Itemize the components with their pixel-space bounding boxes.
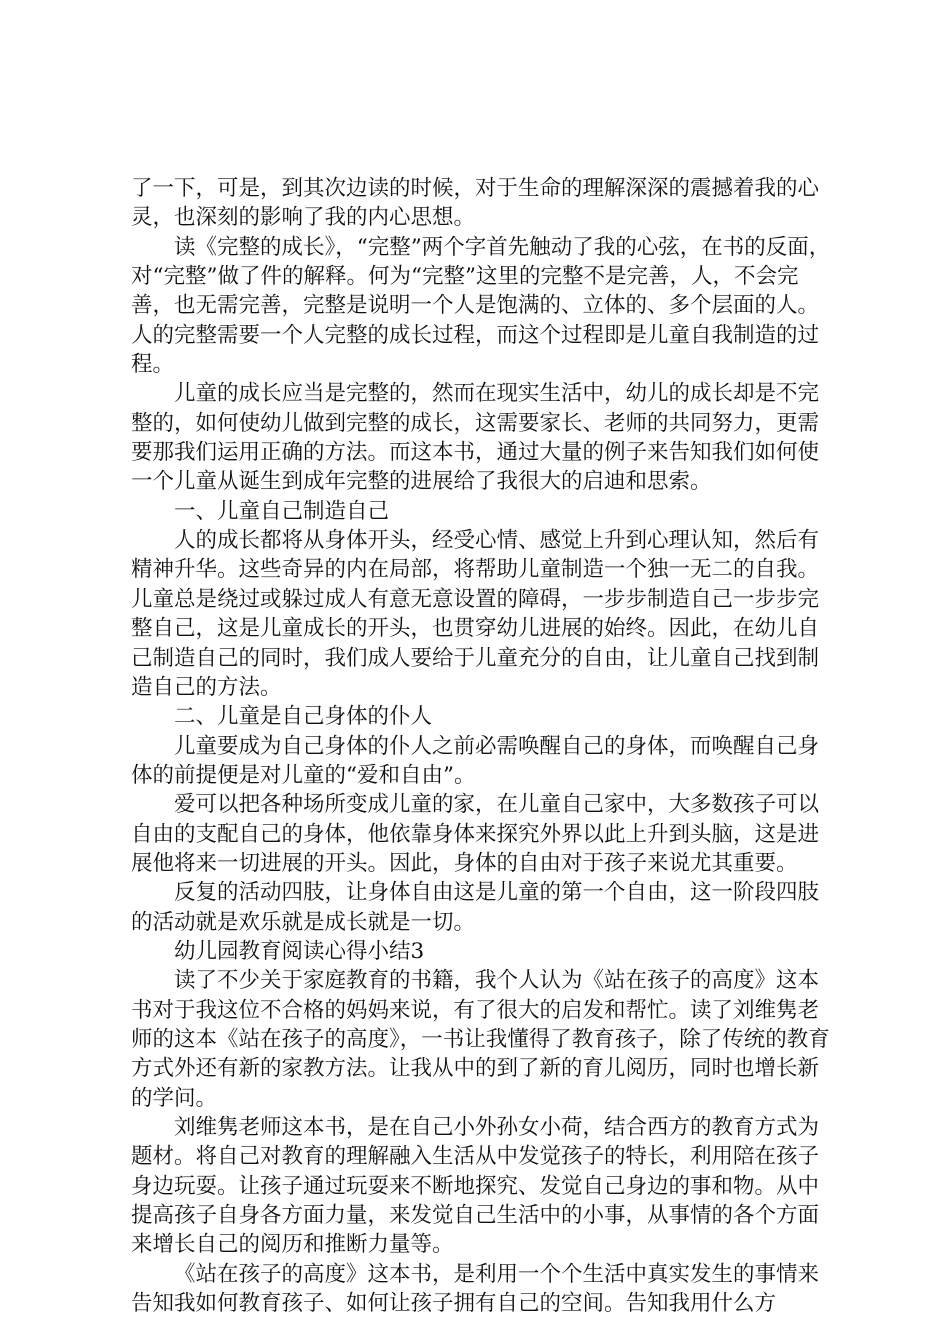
section-heading-2: 二、儿童是自己身体的仆人 bbox=[174, 704, 433, 730]
paragraph-body-master: 儿童要成为自己身体的仆人之前必需唤醒自己的身体，而唤醒自己身体的前提便是对儿童的“爱和自由”。 bbox=[131, 733, 820, 788]
paragraph-book-intro: 读了不少关于家庭教育的书籍，我个人认为《站在孩子的高度》这本书对于我这位不合格的妈妈来说，有了很大的启发和帮忙。读了刘维隽老师的这本《站在孩子的高度》，一书让我懂得了教育孩子，除了传统的教育方式外还有新的家教方法。让我从中的到了新的育儿阅历，同时也增长新的学问。 bbox=[131, 968, 830, 1111]
paragraph-limb-activity: 反复的活动四肢，让身体自由这是儿童的第一个自由，这一阶段四肢的活动就是欢乐就是成长就是一切。 bbox=[131, 880, 820, 935]
paragraph-love-home: 爱可以把各种场所变成儿童的家，在儿童自己家中，大多数孩子可以自由的支配自己的身体，他依靠身体来探究外界以此上升到头脑，这是进展他将来一切进展的开头。因此，身体的自由对于孩子来说尤其重要。 bbox=[131, 792, 820, 876]
paragraph-self-creation: 人的成长都将从身体开头，经受心情、感觉上升到心理认知，然后有精神升华。这些奇异的内在局部，将帮助儿童制造一个独一无二的自我。儿童总是绕过或躲过成人有意无意设置的障碍，一步步制造自己一步步完整自己，这是儿童成长的开头，也贯穿幼儿进展的始终。因此，在幼儿自己制造自己的同时，我们成人要给于儿童充分的自由，让儿童自己找到制造自己的方法。 bbox=[131, 528, 820, 700]
document-body bbox=[131, 174, 831, 1318]
paragraph-continuation: 了一下，可是，到其次边读的时候，对于生命的理解深深的震撼着我的心灵，也深刻的影响了我的内心思想。 bbox=[131, 176, 820, 231]
paragraph-wanzheng-intro: 读《完整的成长》，“完整”两个字首先触动了我的心弦，在书的反面，对“完整”做了件的解释。何为“完整”这里的完整不是完善，人，不会完善，也无需完善，完整是说明一个人是饱满的、立体的、多个层面的人。人的完整需要一个人完整的成长过程，而这个过程即是儿童自我制造的过程。 bbox=[131, 234, 831, 378]
paragraph-child-growth: 儿童的成长应当是完整的，然而在现实生活中，幼儿的成长却是不完整的，如何使幼儿做到完整的成长，这需要家长、老师的共同努力，更需要那我们运用正确的方法。而这本书，通过大量的例子来告知我们如何使一个儿童从诞生到成年完整的进展给了我很大的启迪和思索。 bbox=[131, 381, 820, 495]
section-heading-3: 幼儿园教育阅读心得小结3 bbox=[174, 938, 425, 964]
paragraph-author-method: 刘维隽老师这本书，是在自己小外孙女小荷，结合西方的教育方式为题材。将自己对教育的理解融入生活从中发觉孩子的特长，利用陪在孩子身边玩耍。让孩子通过玩耍来不断地探究、发觉自己身边的事和物。从中提高孩子自身各方面力量，来发觉自己生活中的小事，从事情的各个方面来增长自己的阅历和推断力量等。 bbox=[131, 1115, 820, 1258]
paragraph-book-summary: 《站在孩子的高度》这本书，是利用一个个生活中真实发生的事情来告知我如何教育孩子、如何让孩子拥有自己的空间。告知我用什么方 bbox=[131, 1261, 820, 1317]
section-heading-1: 一、儿童自己制造自己 bbox=[174, 498, 390, 524]
